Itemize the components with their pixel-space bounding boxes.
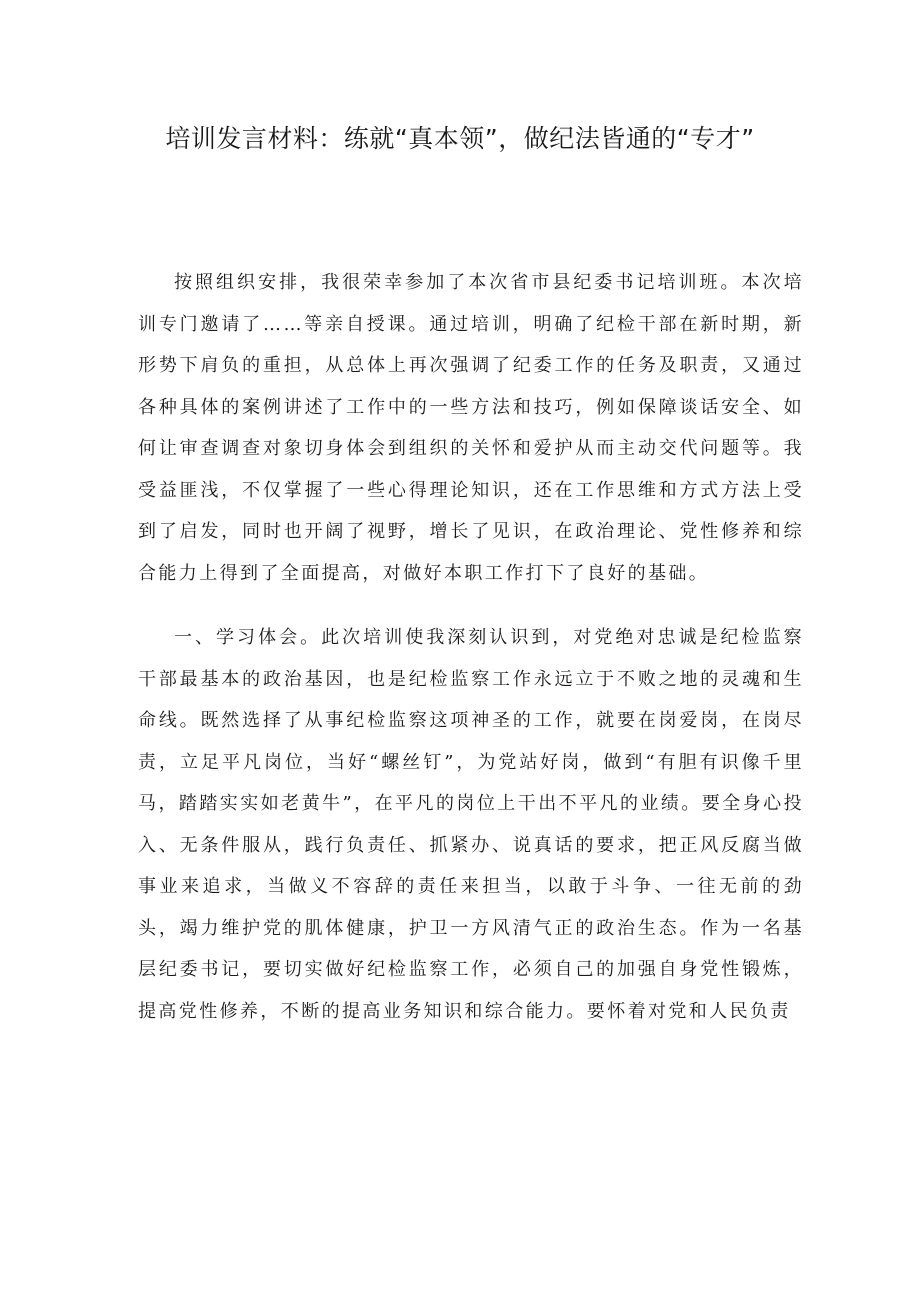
paragraph-learning-experience: 一、学习体会。此次培训使我深刻认识到，对党绝对忠诚是纪检监察干部最基本的政治基因，也是纪检监察工作永远立于不败之地的灵魂和生命线。既然选择了从事纪检监察这项神圣的工作，就要在岗爱岗，在岗尽责，立足平凡岗位，当好“螺丝钉”，为党站好岗，做到“有胆有识像千里马，踏踏实实如老黄牛”，在平凡的岗位上干出不平凡的业绩。要全身心投入、无条件服从，践行负责任、抓紧办、说真话的要求，把正风反腐当做事业来追求，当做义不容辞的责任来担当，以敢于斗争、一往无前的劲头，竭力维护党的肌体健康，护卫一方风清气正的政治生态。作为一名基层纪委书记，要切实做好纪检监察工作，必须自己的加强自身党性锻炼，提高党性修养，不断的提高业务知识和综合能力。要怀着对党和人民负责	[138, 627, 804, 1022]
document-title: 培训发言材料：练就“真本领”，做纪法皆通的“专才”	[165, 124, 755, 153]
document-body	[138, 262, 804, 1055]
paragraph-intro: 按照组织安排，我很荣幸参加了本次省市县纪委书记培训班。本次培训专门邀请了……等亲自授课。通过培训，明确了纪检干部在新时期，新形势下肩负的重担，从总体上再次强调了纪委工作的任务及职责，又通过各种具体的案例讲述了工作中的一些方法和技巧，例如保障谈话安全、如何让审查调查对象切身体会到组织的关怀和爱护从而主动交代问题等。我受益匪浅，不仅掌握了一些心得理论知识，还在工作思维和方式方法上受到了启发，同时也开阔了视野，增长了见识，在政治理论、党性修养和综合能力上得到了全面提高，对做好本职工作打下了良好的基础。	[138, 272, 804, 584]
